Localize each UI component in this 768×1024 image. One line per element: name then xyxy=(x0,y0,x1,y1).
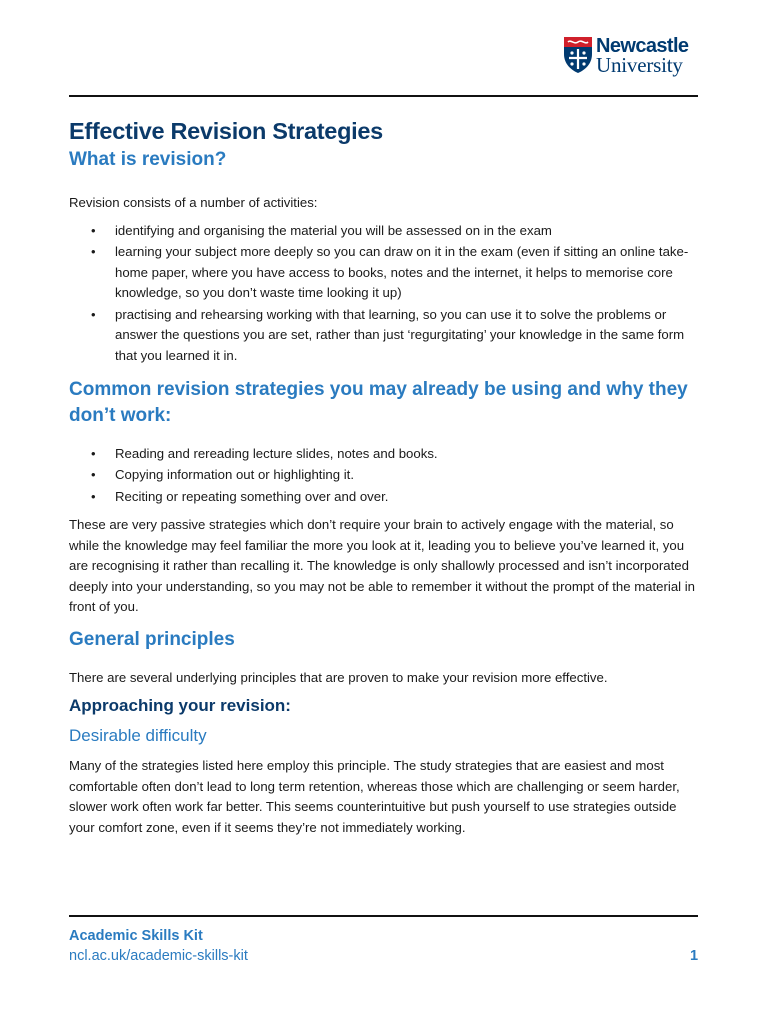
shield-crest-icon xyxy=(563,36,593,74)
desirable-difficulty-paragraph: Many of the strategies listed here employ this principle. The study strategies that are easiest and most comfortable often don’t lead to long term retention, whereas those which are challenging or seem harder, slower work often work far better. This seems counterintuitive but push yourself to use strategies outside your comfort zone, even if it seems they’re not immediately working. xyxy=(69,758,680,835)
common-strategies-list xyxy=(69,444,701,507)
footer-title: Academic Skills Kit xyxy=(69,928,203,944)
heading-general-principles: General principles xyxy=(69,628,235,650)
header-divider xyxy=(69,95,698,97)
logo-text-university: University xyxy=(596,53,683,77)
intro-paragraph: Revision consists of a number of activities: xyxy=(69,195,318,210)
heading-desirable-difficulty: Desirable difficulty xyxy=(69,726,207,746)
heading-what-is-revision: What is revision? xyxy=(69,149,227,170)
logo-text-newcastle: Newcastle xyxy=(596,35,689,57)
principles-paragraph: There are several underlying principles that are proven to make your revision more effective. xyxy=(69,669,608,685)
list-item: • practising and rehearsing working with that learning, so you can use it to solve the problems or answer the questions you are set, rather than just ‘regurgitating’ your knowledge in the same form that you learned it in. xyxy=(69,305,701,367)
footer-url-link[interactable]: ncl.ac.uk/academic-skills-kit xyxy=(69,948,248,964)
page-number: 1 xyxy=(690,948,699,964)
list-item: • Reciting or repeating something over and over. xyxy=(69,487,701,508)
list-item: • Copying information out or highlighting it. xyxy=(69,465,701,486)
list-item: • learning your subject more deeply so you can draw on it in the exam (even if sitting an online take-home paper, where you have access to books, notes and the internet, it helps to memorise core knowledge, so you don’t waste time looking it up) xyxy=(69,242,701,304)
page-title: Effective Revision Strategies xyxy=(69,118,383,144)
university-logo xyxy=(563,36,703,76)
document-body xyxy=(69,115,701,838)
list-item: • identifying and organising the material you will be assessed on in the exam xyxy=(69,221,701,242)
heading-approaching-revision: Approaching your revision: xyxy=(69,696,291,716)
footer-divider xyxy=(69,915,698,917)
passive-strategies-paragraph: These are very passive strategies which don’t require your brain to actively engage with the material, so while the knowledge may feel familiar the more you look at it, leading you to believe you’ve learned it, you are recognising it rather than recalling it. The knowledge is only shallowly processed and isn’t incorporated deeply into your understanding, so you may not be able to remember it without the prompt of the material in front of you. xyxy=(69,517,696,615)
heading-common-strategies: Common revision strategies you may already be using and why they don’t work: xyxy=(69,379,688,427)
list-item: • Reading and rereading lecture slides, notes and books. xyxy=(69,444,701,465)
revision-activities-list xyxy=(69,221,701,368)
